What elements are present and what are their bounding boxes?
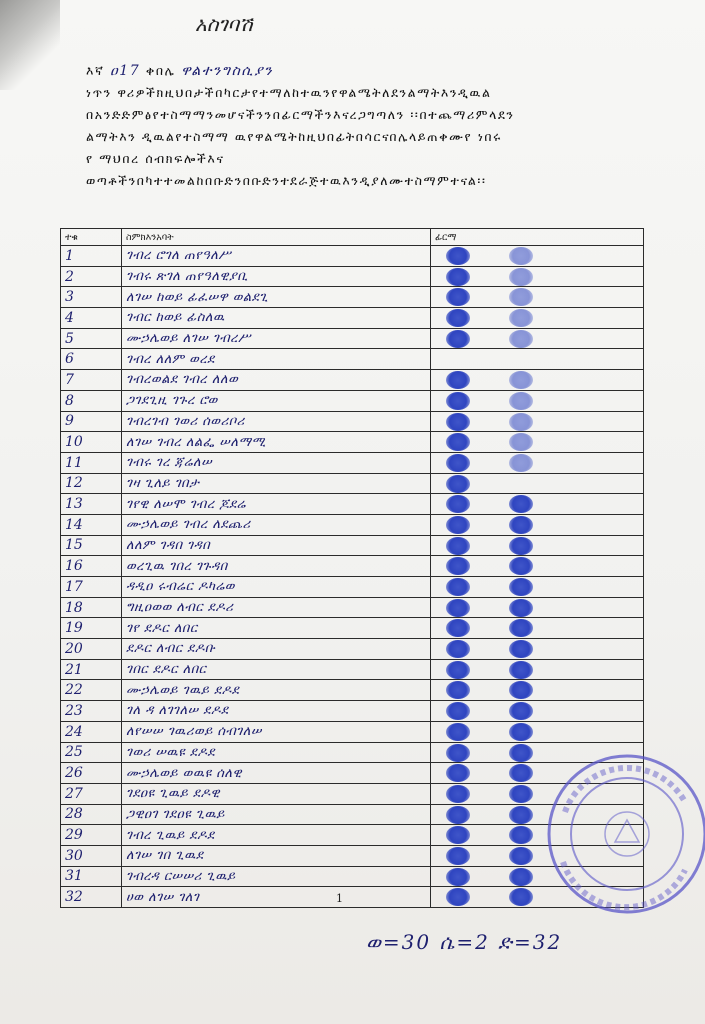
page-number: 1 (336, 892, 343, 905)
row-signature-cell (431, 701, 644, 722)
fingerprint-mark (509, 288, 533, 306)
fingerprint-mark (509, 454, 533, 472)
fingerprint-mark (446, 557, 470, 575)
handwritten-kebele-number: ዐ17 (110, 63, 141, 79)
row-signature-cell (431, 308, 644, 329)
fingerprint-mark (446, 681, 470, 699)
roster-row (61, 308, 644, 329)
fingerprint-mark (446, 785, 470, 803)
fingerprint-mark (509, 330, 533, 348)
roster-row (61, 328, 644, 349)
row-full-name: ደዶር ለብር ደዶቡ (122, 639, 431, 660)
row-signature-cell (431, 287, 644, 308)
roster-row (61, 577, 644, 598)
intro-line-4: ልማትእን ዲዉልየተስማማ ዉየዋልሜትከዚህበፊትበሳርናበሌላይጠቀሙየ ነበሩ (86, 129, 502, 144)
fingerprint-mark (509, 702, 533, 720)
row-number: 16 (61, 556, 122, 577)
row-full-name: ዳዲዐ ሩብሬር ዶካሬወ (122, 577, 431, 598)
fingerprint-mark (446, 433, 470, 451)
fingerprint-mark (509, 371, 533, 389)
row-number: 6 (61, 349, 122, 370)
roster-row (61, 721, 644, 742)
fingerprint-mark (446, 888, 470, 906)
fingerprint-mark (446, 868, 470, 886)
row-signature-cell (431, 328, 644, 349)
intro-line-5: የ ማህበረ ሰብክፍሎችእና (86, 151, 225, 166)
row-signature-cell (431, 556, 644, 577)
row-number: 27 (61, 783, 122, 804)
page-title: አስገባሽ (195, 12, 253, 36)
row-full-name: ገየ ደዶር ለበር (122, 618, 431, 639)
fingerprint-mark (509, 413, 533, 431)
fingerprint-mark (446, 764, 470, 782)
row-number: 11 (61, 452, 122, 473)
intro-line-2: ነጥን ዋሪዎችክዚህበታችበካርታየተማለከተዉንየዋልሜትለደንልማትእንዲዉል (86, 85, 492, 100)
row-signature-cell (431, 618, 644, 639)
roster-row (61, 514, 644, 535)
row-number: 3 (61, 287, 122, 308)
row-number: 22 (61, 680, 122, 701)
row-number: 24 (61, 721, 122, 742)
row-full-name: ገብሩ ገረ ጃሬለሠ (122, 452, 431, 473)
fingerprint-mark (446, 288, 470, 306)
fingerprint-mark (446, 475, 470, 493)
folded-corner (0, 0, 60, 90)
row-signature-cell (431, 514, 644, 535)
row-number: 8 (61, 390, 122, 411)
intro-line-6: ወጣቶችንበካተተመልከበቡድንበቡድንተደራጅተዉእንዲያለሙተስማምተናል፡፡ (86, 173, 487, 188)
row-signature-cell (431, 432, 644, 453)
row-full-name: ሙኃሌወይ ገብረ ለደጨሪ (122, 514, 431, 535)
row-signature-cell (431, 411, 644, 432)
fingerprint-mark (509, 764, 533, 782)
roster-row (61, 659, 644, 680)
fingerprint-mark (509, 537, 533, 555)
row-number: 10 (61, 432, 122, 453)
row-signature-cell (431, 639, 644, 660)
fingerprint-mark (446, 619, 470, 637)
intro-kebele-label: ቀበሌ (145, 63, 176, 78)
row-full-name: ገብረወልደ ገብረ ለለወ (122, 370, 431, 391)
row-signature-cell (431, 246, 644, 267)
row-full-name: ጋገደጊዚ ገጉረ ሮወ (122, 390, 431, 411)
row-full-name: ገደዐዩ ጊዉይ ደዶዊ (122, 783, 431, 804)
handwritten-tally: ወ=30 ሴ=2 ድ=32 (366, 930, 563, 954)
row-signature-cell (431, 349, 644, 370)
roster-row (61, 452, 644, 473)
row-full-name: ሙኃሌወይ ወዉዩ ሰለዊ (122, 763, 431, 784)
fingerprint-mark (446, 723, 470, 741)
row-full-name: ገብረዳ ርሠሠሪ ጊዉይ (122, 866, 431, 887)
row-full-name: ገዛ ጊለይ ገበታ (122, 473, 431, 494)
row-number: 12 (61, 473, 122, 494)
fingerprint-mark (446, 826, 470, 844)
row-number: 25 (61, 742, 122, 763)
fingerprint-mark (509, 247, 533, 265)
row-full-name: ገወሪ ሠዉዩ ደዶደ (122, 742, 431, 763)
fingerprint-mark (509, 433, 533, 451)
roster-row (61, 349, 644, 370)
row-number: 15 (61, 535, 122, 556)
fingerprint-mark (446, 330, 470, 348)
row-number: 17 (61, 577, 122, 598)
row-full-name: ጋዊዐገ ገደዐዩ ጊዉይ (122, 804, 431, 825)
fingerprint-mark (509, 826, 533, 844)
row-signature-cell (431, 721, 644, 742)
roster-row (61, 473, 644, 494)
fingerprint-mark (509, 392, 533, 410)
roster-row (61, 556, 644, 577)
row-number: 31 (61, 866, 122, 887)
row-full-name: ገብረገብ ገወሪ ሰወሪቦሪ (122, 411, 431, 432)
row-full-name: ገብረ ጊዉይ ደዶደ (122, 825, 431, 846)
fingerprint-mark (446, 454, 470, 472)
fingerprint-mark (446, 392, 470, 410)
row-full-name: ግዚዐወወ ለብር ደዶሪ (122, 597, 431, 618)
row-signature-cell (431, 473, 644, 494)
fingerprint-mark (446, 578, 470, 596)
row-full-name: ለየሠሠ ገዉሪወይ ሰብገለሠ (122, 721, 431, 742)
roster-row (61, 432, 644, 453)
handwritten-village-name: ዋልተንግስሲያን (181, 63, 274, 79)
fingerprint-mark (446, 268, 470, 286)
row-signature-cell (431, 659, 644, 680)
fingerprint-mark (446, 516, 470, 534)
fingerprint-mark (509, 309, 533, 327)
fingerprint-mark (446, 640, 470, 658)
row-full-name: ገበር ደዶር ለበር (122, 659, 431, 680)
row-number: 13 (61, 494, 122, 515)
fingerprint-mark (446, 413, 470, 431)
row-full-name: ለለም ገዳበ ገዳበ (122, 535, 431, 556)
fingerprint-mark (446, 537, 470, 555)
row-number: 14 (61, 514, 122, 535)
row-full-name: ገየዊ ለሠሞ ገብረ ጆደሬ (122, 494, 431, 515)
fingerprint-mark (446, 495, 470, 513)
fingerprint-mark (509, 268, 533, 286)
row-number: 4 (61, 308, 122, 329)
row-full-name: ገብረ ሮገለ ጠየዓለሥ (122, 246, 431, 267)
fingerprint-mark (446, 744, 470, 762)
column-header-name: ስምክእንአባት (122, 229, 431, 246)
fingerprint-mark (446, 599, 470, 617)
fingerprint-mark (446, 847, 470, 865)
row-number: 7 (61, 370, 122, 391)
row-number: 2 (61, 266, 122, 287)
row-number: 28 (61, 804, 122, 825)
row-full-name: ገብሩ ጽገለ ጠየዓለዊያቢ (122, 266, 431, 287)
row-full-name: ሀወ ለገሠ ገለገ (122, 887, 431, 908)
fingerprint-mark (509, 681, 533, 699)
fingerprint-mark (446, 661, 470, 679)
row-signature-cell (431, 494, 644, 515)
roster-row (61, 287, 644, 308)
row-number: 30 (61, 845, 122, 866)
roster-row (61, 266, 644, 287)
fingerprint-mark (509, 661, 533, 679)
roster-row (61, 680, 644, 701)
row-signature-cell (431, 266, 644, 287)
intro-line-1 (86, 60, 646, 82)
row-full-name: ገለ ዳ ለገገለሠ ደዶደ (122, 701, 431, 722)
row-full-name: ወረጊዉ ገበረ ገጉዳበ (122, 556, 431, 577)
row-signature-cell (431, 680, 644, 701)
row-number: 20 (61, 639, 122, 660)
fingerprint-mark (446, 309, 470, 327)
fingerprint-mark (509, 723, 533, 741)
row-signature-cell (431, 370, 644, 391)
row-number: 32 (61, 887, 122, 908)
row-full-name: ሙኃሌወይ ለገሠ ገብረሥ (122, 328, 431, 349)
intro-paragraph (86, 60, 646, 192)
fingerprint-mark (509, 578, 533, 596)
fingerprint-mark (446, 371, 470, 389)
roster-header-row (61, 229, 644, 246)
intro-prefix: እኛ (86, 63, 105, 78)
fingerprint-mark (509, 868, 533, 886)
roster-row (61, 246, 644, 267)
roster-row (61, 597, 644, 618)
intro-line-3: በአንድድምፅየተስማማንመሆናችንንበፊርማችንእናረጋግጣለን ፡፡በተጨማሪምላደን (86, 107, 515, 122)
fingerprint-mark (509, 847, 533, 865)
fingerprint-mark (509, 640, 533, 658)
fingerprint-mark (446, 247, 470, 265)
column-header-number: ተቁ (61, 229, 122, 246)
roster-row (61, 390, 644, 411)
row-full-name: ለገሠ ገበ ጊዉደ (122, 845, 431, 866)
official-stamp-seal (535, 742, 705, 914)
fingerprint-mark (509, 557, 533, 575)
fingerprint-mark (509, 495, 533, 513)
row-number: 19 (61, 618, 122, 639)
row-number: 5 (61, 328, 122, 349)
row-full-name: ሙኃሌወይ ገዉይ ደዶደ (122, 680, 431, 701)
row-full-name: ገብር ከወይ ፊስለዉ (122, 308, 431, 329)
row-full-name: ለገሠ ገብረ ለልፌ ሠለማሚ (122, 432, 431, 453)
roster-row (61, 618, 644, 639)
fingerprint-mark (509, 806, 533, 824)
fingerprint-mark (509, 599, 533, 617)
row-signature-cell (431, 577, 644, 598)
row-number: 1 (61, 246, 122, 267)
row-signature-cell (431, 597, 644, 618)
row-number: 23 (61, 701, 122, 722)
row-number: 29 (61, 825, 122, 846)
row-full-name: ገብረ ለለም ወረደ (122, 349, 431, 370)
row-number: 9 (61, 411, 122, 432)
fingerprint-mark (509, 744, 533, 762)
roster-row (61, 494, 644, 515)
fingerprint-mark (509, 516, 533, 534)
row-number: 18 (61, 597, 122, 618)
roster-row (61, 370, 644, 391)
row-full-name: ለገሠ ከወይ ፊፈሠዋ ወልደጊ (122, 287, 431, 308)
roster-row (61, 639, 644, 660)
row-signature-cell (431, 390, 644, 411)
roster-row (61, 701, 644, 722)
row-number: 21 (61, 659, 122, 680)
fingerprint-mark (446, 702, 470, 720)
fingerprint-mark (509, 785, 533, 803)
fingerprint-mark (509, 619, 533, 637)
fingerprint-mark (446, 806, 470, 824)
roster-row (61, 535, 644, 556)
roster-row (61, 411, 644, 432)
fingerprint-mark (509, 888, 533, 906)
column-header-signature: ፊርማ (431, 229, 644, 246)
row-signature-cell (431, 452, 644, 473)
row-signature-cell (431, 535, 644, 556)
row-number: 26 (61, 763, 122, 784)
